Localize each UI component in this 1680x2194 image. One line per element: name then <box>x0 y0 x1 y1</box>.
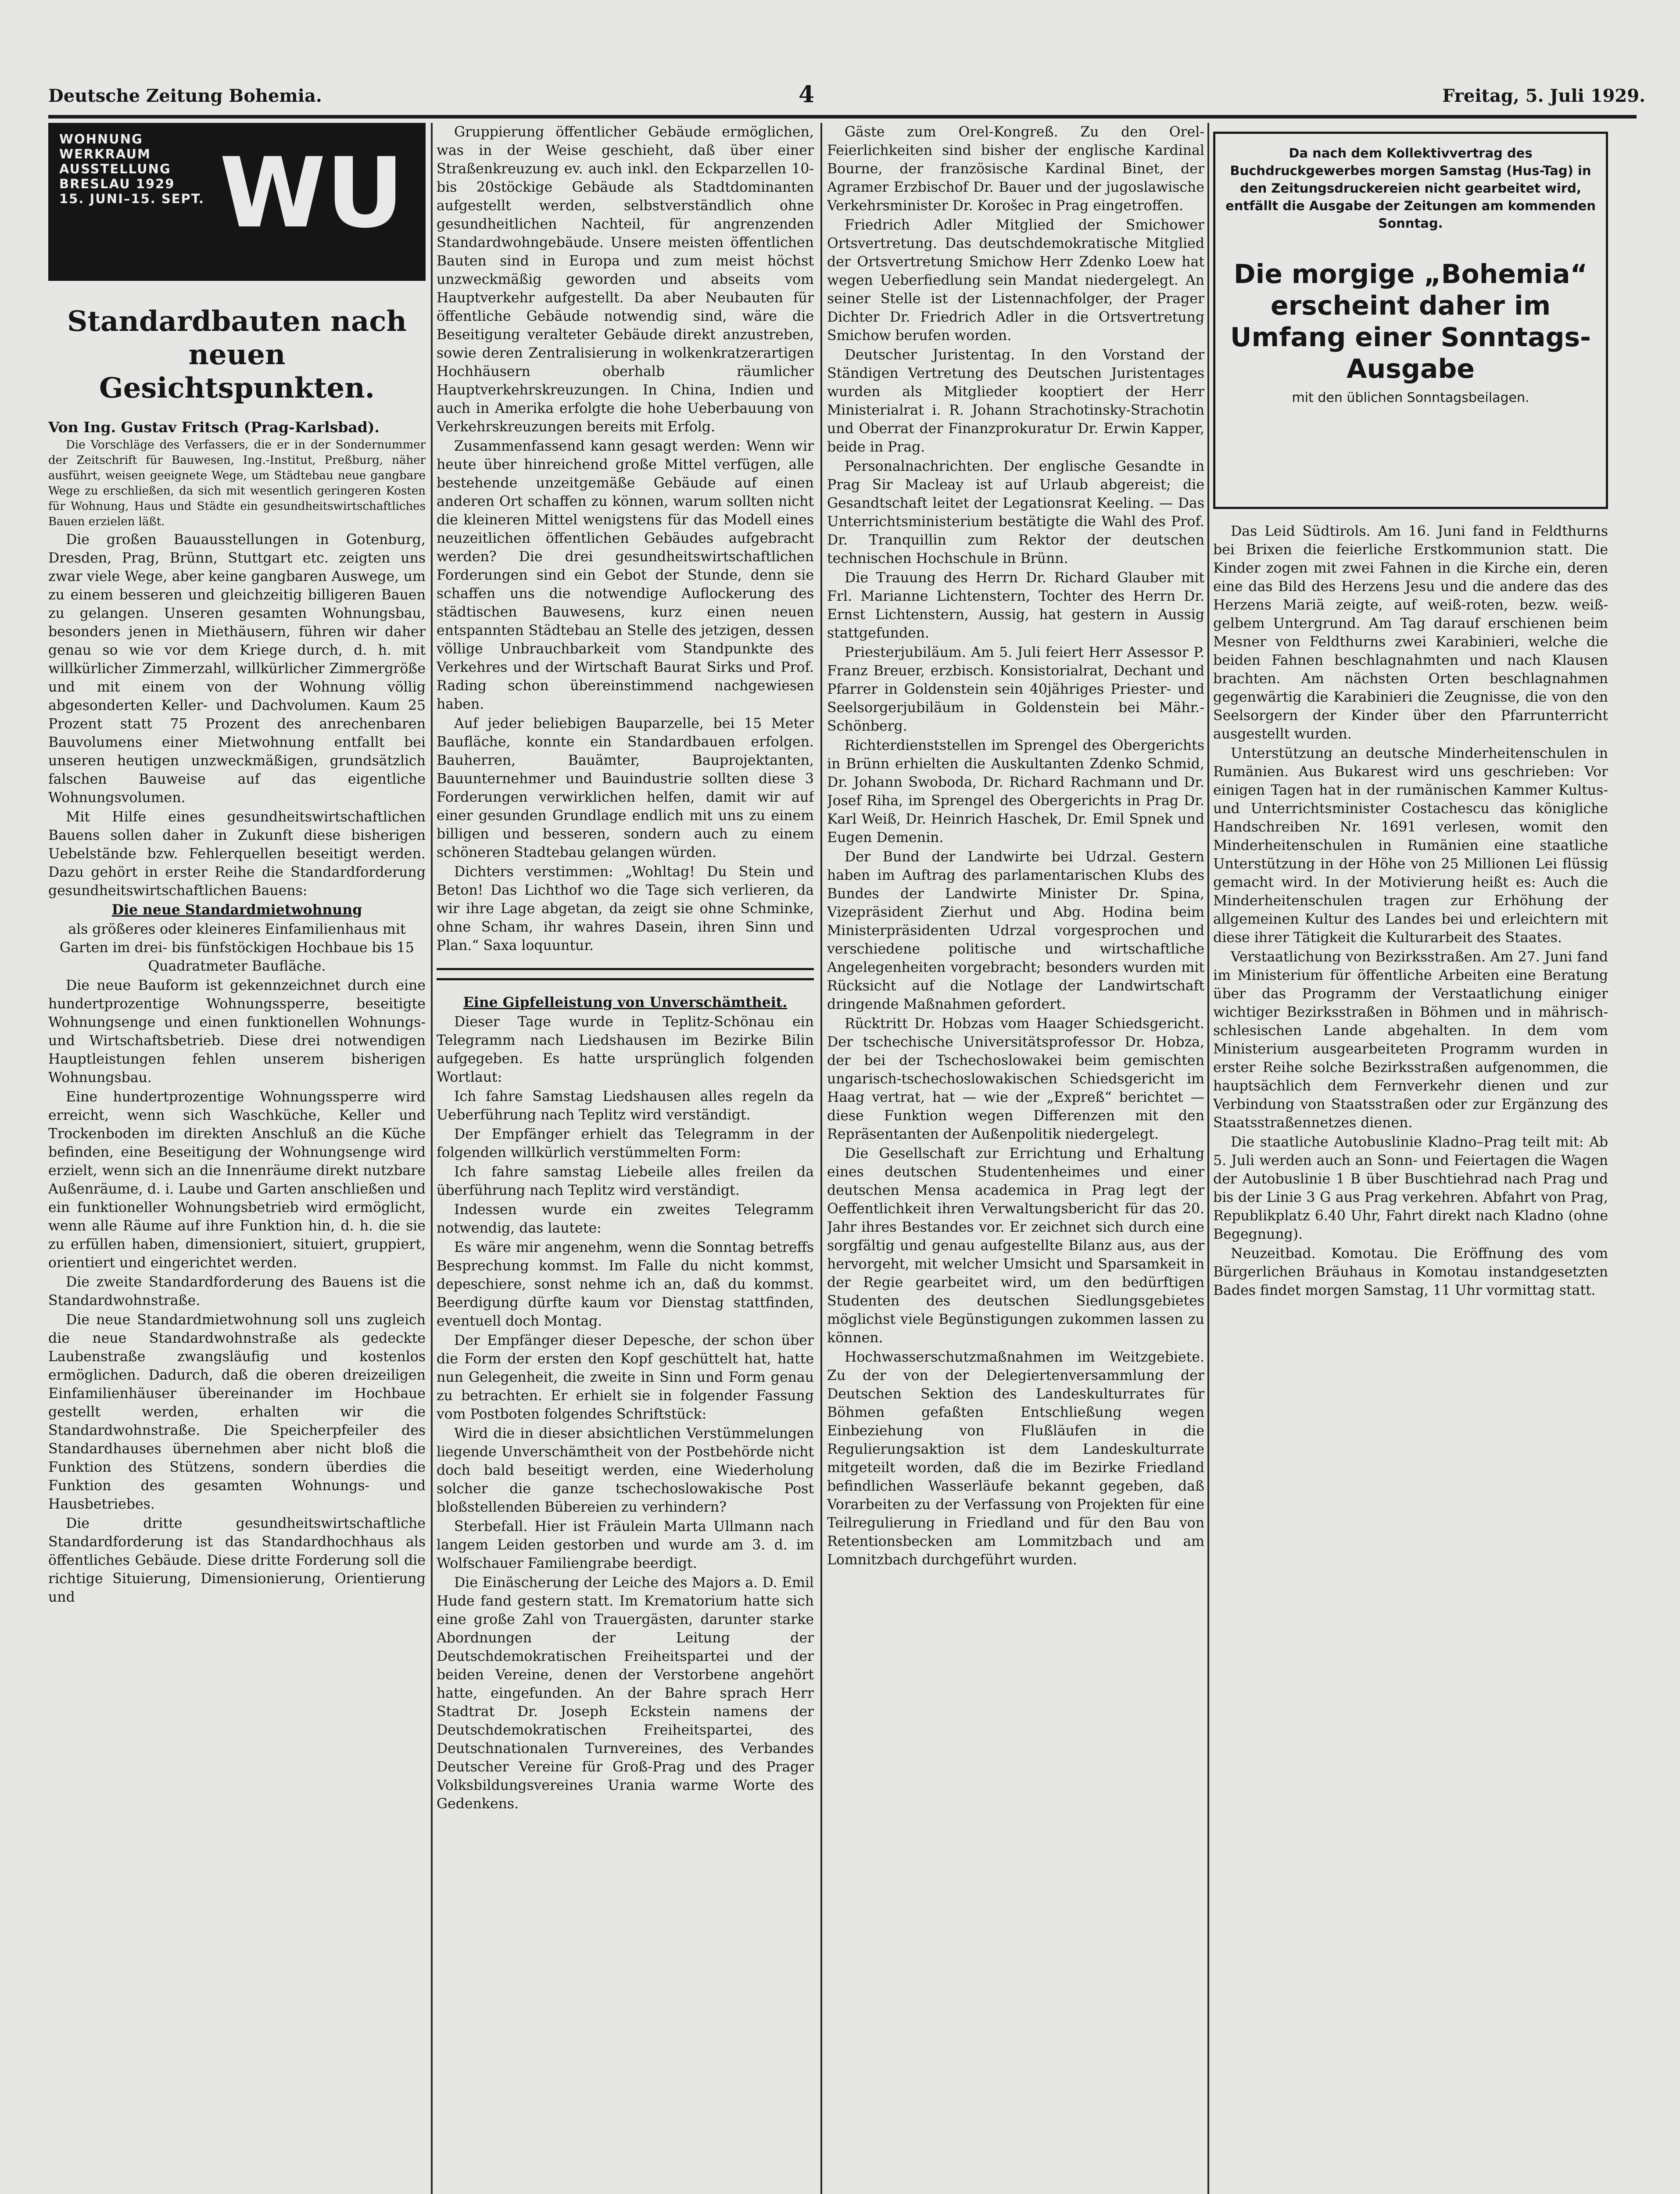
column-4 <box>1213 123 1608 2194</box>
notice-headline: Die morgige „Bohemia“ erscheint daher im Umfang einer Sonntags-Ausgabe <box>1230 259 1591 384</box>
news-item: Priesterjubiläum. Am 5. Juli feiert Herr Assessor P. Franz Breuer, erzbisch. Konsistorialrat, Dechant und Pfarrer in Goldenstein sein 40jähriges Priester- und Seelsorgerjubiläum in Goldenstein bei Mähr.-Schönberg. <box>827 645 1204 734</box>
notice-subline: mit den üblichen Sonntagsbeilagen. <box>1292 390 1530 405</box>
publication-notice-box <box>1213 132 1608 509</box>
news-item: Neuzeitbad. Komotau. Die Eröffnung des vom Bürgerlichen Bräuhaus in Komotau instandgesetzten Bades findet morgen Samstag, 11 Uhr vormittag statt. <box>1213 1246 1608 1298</box>
column-divider <box>1207 123 1209 2194</box>
column-2 <box>437 123 814 2194</box>
news-item: Hochwasserschutzmaßnahmen im Weitzgebiete. Zu der von der Delegiertenversammlung der Deutschen Sektion des Landeskulturrates für Böhmen gefaßten Entschließung wegen Einbeziehung von Flußläufen in die Regulierungsaktion ist dem Landeskulturrate mitgeteilt worden, daß die im Bezirke Friedland befindlichen Wasserläufe bekannt gegeben, daß Vorarbeiten zu der Verfassung von Projekten für eine Teilregulierung in Friedland und für den Bau von Retentionsbecken am Lommitzbach und am Lomnitzbach durchgeführt wurden. <box>827 1349 1204 1568</box>
news-item: Die staatliche Autobuslinie Kladno–Prag teilt mit: Ab 5. Juli werden auch an Sonn- und Feiertagen die Wagen der Autobuslinie 1 B über Buschtiehrad nach Prag und bis der Linie 3 G aus Prag verkehren. Abfahrt von Prag, Republikplatz 6.40 Uhr, Fahrt direkt nach Kladno (ohne Begegnung). <box>1213 1134 1608 1242</box>
paragraph: Eine hundertprozentige Wohnungssperre wird erreicht, wenn sich Waschküche, Keller und Trockenboden im direkten Anschluß an die Küche befinden, eine Beseitigung der Wohnungsenge wird erzielt, wenn sich an die Innenräume direkt nutzbare Außenräume, d. i. Laube und Garten anschließen und ein funktioneller Wohnungsbetrieb wird ermöglicht, wenn alle Räume auf ihre Funktion hin, d. h. die sie zu erfüllen haben, dimensioniert, situiert, gruppiert, orientiert und eingerichtet werden. <box>48 1089 426 1271</box>
news-item: Rücktritt Dr. Hobzas vom Haager Schiedsgericht. Der tschechische Universitätsprofessor Dr. Hobza, der bei der Tschechoslowakei beim gemischten ungarisch-tschechoslowakischen Schiedsgericht im Haag vertrat, hat — wie der „Expreß“ berichtet — diese Funktion wegen Differenzen mit den Repräsentanten der Außenpolitik niedergelegt. <box>827 1016 1204 1142</box>
newspaper-name: Deutsche Zeitung Bohemia. <box>48 86 322 106</box>
paragraph: Zusammenfassend kann gesagt werden: Wenn wir heute über hinreichend große Mittel verfügen, alle bestehende unzeitgemäße Gebäude auf einen anderen Ort schaffen zu können, warum sollten nicht die kleineren Mittel wenigstens für das Modell eines neuzeitlichen öffentlichen Gebäudes aufgebracht werden? Die drei gesundheitswirtschaftlichen Forderungen sind ein Gebot der Stunde, denn sie schaffen uns die notwendige Auflockerung des städtischen Bauwesens, kurz einen neuen entspannten Städtebau an Stelle des jetzigen, dessen völlige Unbrauchbarkeit vom Standpunkte des Verkehres und der Wirtschaft Baurat Sirks und Prof. Rading schon übereinstimmend nachgewiesen haben. <box>437 438 814 712</box>
article-headline: Standardbauten nach neuen Gesichtspunkten. <box>67 305 407 405</box>
news-item: Personalnachrichten. Der englische Gesandte in Prag Sir Macleay ist auf Urlaub abgereist; die Gesandtschaft leitet der Legationsrat Keeling. — Das Unterrichtsministerium bestätigte die Wahl des Prof. Dr. Tranquillin zum Rektor der deutschen technischen Hochschule in Brünn. <box>827 459 1204 566</box>
column-divider <box>431 123 433 2194</box>
paragraph: Die dritte gesundheitswirtschaftliche Standardforderung ist das Standardhochhaus als öffentliches Gebäude. Diese dritte Forderung soll die richtige Situierung, Dimensionierung, Orientierung und <box>48 1516 426 1605</box>
paragraph: Dichters verstimmen: „Wohltag! Du Stein und Beton! Das Lichthof wo die Tage sich verlieren, da wir ihre Lage abgetan, da zeigt sie ohne Schminke, ohne Scham, ihr wahres Dasein, ihren Sinn und Plan.“ Saxa loquuntur. <box>437 864 814 954</box>
news-item: Die Trauung des Herrn Dr. Richard Glauber mit Frl. Marianne Lichtenstern, Tochter des Herrn Dr. Ernst Lichtenstern, Aussig, hat gestern in Aussig stattgefunden. <box>827 570 1204 641</box>
paragraph: Der Empfänger erhielt das Telegramm in der folgenden willkürlich verstümmelten Form: <box>437 1126 814 1161</box>
news-item: Der Bund der Landwirte bei Udrzal. Gestern haben im Auftrag des parlamentarischen Klubs des Bundes der Landwirte Minister Dr. Spina, Vizepräsident Zierhut und Abg. Hodina beim Ministerpräsidenten Udrzal vorgesprochen und verschiedene politische und wirtschaftliche Angelegenheiten vorgebracht; besonders wurden mit Rücksicht auf die Notlage der Landwirtschaft dringende Maßnahmen gefordert. <box>827 849 1204 1012</box>
subheading: Eine Gipfelleistung von Unverschämtheit. <box>463 994 788 1011</box>
section-divider <box>437 968 814 980</box>
subheading: Die neue Standardmietwohnung <box>111 902 362 918</box>
column-1 <box>48 123 426 2194</box>
paragraph: Wird die in dieser absichtlichen Verstümmelungen liegende Unverschämtheit von der Postbehörde nicht doch bald beseitigt werden, eine Wiederholung solcher die ganze tschechoslowakische Post bloßstellenden Bübereien zu verhindern? <box>437 1426 814 1515</box>
ad-text: WOHNUNG WERKRAUM AUSSTELLUNG BRESLAU 1929 15. JUNI–15. SEPT. <box>59 132 205 206</box>
paragraph: Die großen Bauausstellungen in Gotenburg, Dresden, Prag, Brünn, Stuttgart etc. zeigten uns zwar viele Wege, aber keine gangbaren Auswege, um zu einem besseren und gleichzeitig billigeren Bauen zu gelangen. Unseren gesamten Wohnungsbau, besonders jenen in Miethäusern, führen wir daher genau so wie vor dem Kriege durch, d. h. mit willkürlicher Zimmerzahl, willkürlicher Zimmergröße und mit einem von der Wohnung völlig abgesonderten Keller- und Dachvolumen. Kaum 25 Prozent statt 75 Prozent des anrechenbaren Bauvolumens einer Mietwohnung entfallt bei unseren heutigen unzweckmäßigen, grundsätzlich falschen Bauweise auf das eigentliche Wohnungsvolumen. <box>48 532 426 806</box>
paragraph: Indessen wurde ein zweites Telegramm notwendig, das lautete: <box>437 1202 814 1236</box>
news-item: Das Leid Südtirols. Am 16. Juni fand in Feldthurns bei Brixen die feierliche Erstkommunion statt. Die Kinder zogen mit zwei Fahnen in die Kirche ein, deren eine das Bild des Herzens Jesu und die andere das des Herzens Mariä zeigte, auf weiß-roten, bezw. weiß-gelbem Untergrund. Am Tag darauf erschienen beim Mesner von Feldthurns zwei Karabinieri, welche die beiden Fahnen beschlagnahmten und nach Klausen brachten. Am nächsten Orten beschlagnahmen gegenwärtig die Karabinieri die Zeugnisse, die von den Seelsorgern der Kinder über den Pfarrunterricht ausgestellt wurden. <box>1213 523 1608 742</box>
ad-logo-mark: WU <box>219 137 405 249</box>
news-item: Die Einäscherung der Leiche des Majors a. D. Emil Hude fand gestern statt. Im Krematorium hatte sich eine große Zahl von Trauergästen, darunter starke Abordnungen der Leitung der Deutschdemokratischen Freiheitspartei und der beiden Vereine, denen der Verstorbene angehört hatte, eingefunden. An der Bahre sprach Herr Stadtrat Dr. Joseph Eckstein namens der Deutschdemokratischen Freiheitspartei, des Deutschnationalen Turnvereines, des Verbandes Deutscher Vereine für Groß-Prag und des Prager Volksbildungsvereines Urania warme Worte des Gedenkens. <box>437 1575 814 1812</box>
news-item: Gäste zum Orel-Kongreß. Zu den Orel-Feierlichkeiten sind bisher der englische Kardinal Bourne, der französische Kardinal Binet, der Agramer Erzbischof Dr. Bauer und der jugoslawische Verkehrsminister Dr. Korošec in Prag eingetroffen. <box>827 124 1204 214</box>
paragraph: Gruppierung öffentlicher Gebäude ermöglichen, was in der Weise geschieht, daß über einer Straßenkreuzung ev. auch inkl. den Eckparzellen 10- bis 20stöckige Gebäude als Stadtdominanten aufgestellt werden, selbstverständlich ohne gesundheitlichen Nachteil, für angrenzenden Standardwohngebäude. Unsere meisten öffentlichen Bauten sind in Europa und zum meist höchst unzweckmäßig geworden und abseits vom Hauptverkehr aufgestellt. Da aber Neubauten für öffentliche Gebäude notwendig sind, wäre die Beseitigung veralteter Gebäude direkt anzustreben, sowie deren Zentralisierung in wolkenkratzerartigen Hochhäusern oberhalb räumlicher Hauptverkehrskreuzungen. In China, Indien und auch in Amerika erfolgte die hohe Ueberbauung von Verkehrskreuzungen bereits mit Erfolg. <box>437 124 814 435</box>
page-header <box>48 81 1645 112</box>
quoted-telegram: Es wäre mir angenehm, wenn die Sonntag betreffs Besprechung kommst. Im Falle du nicht kommst, depeschiere, sonst nehme ich an, daß du kommst. Beerdigung dürfte kaum vor Dienstag stattfinden, eventuell doch Montag. <box>437 1240 814 1329</box>
notice-text: Da nach dem Kollektivvertrag des Buchdruckgewerbes morgen Samstag (Hus-Tag) in den Zeitungsdruckereien nicht gearbeitet wird, entfällt die Ausgabe der Zeitungen am kommenden Sonntag. <box>1225 146 1596 231</box>
paragraph: Der Empfänger dieser Depesche, der schon über die Form der ersten den Kopf geschüttelt hat, hatte nun Gelegenheit, die zweite in Sinn und Form genau zu betrachten. Er erhielt sie in folgender Fassung vom Postboten folgendes Schriftstück: <box>437 1333 814 1422</box>
quoted-telegram: Ich fahre samstag Liebeile alles freilen da überführung nach Teplitz wird verständigt. <box>437 1164 814 1198</box>
column-3 <box>827 123 1204 2194</box>
paragraph: Die neue Standardmietwohnung soll uns zugleich die neue Standardwohnstraße als gedeckte Laubenstraße zwangsläufig und kostenlos ermöglichen. Dadurch, daß die oberen dreizeiligen Einfamilienhäuser übereinander im Hochbaue gestellt werden, erhalten wir die Standardwohnstraße. Die Speicherpfeiler des Standardhauses übernehmen aber nicht bloß die Funktion des Stützens, sondern überdies die Funktion des gesamten Wohnungs- und Hausbetriebes. <box>48 1312 426 1512</box>
news-item: Richterdienststellen im Sprengel des Obergerichts in Brünn erhielten die Auskultanten Zdenko Schmid, Dr. Johann Swoboda, Dr. Richard Rachmann und Dr. Josef Riha, im Sprengel des Obergerichts in Prag Dr. Karl Weiß, Dr. Heinrich Haschek, Dr. Emil Spnek und Eugen Demenin. <box>827 738 1204 846</box>
subheading-text: als größeres oder kleineres Einfamilienhaus mit Garten im drei- bis fünfstöckigen Hochbaue bis 15 Quadratmeter Baufläche. <box>60 921 414 974</box>
exhibition-advertisement <box>48 123 426 281</box>
page-number: 4 <box>799 81 815 108</box>
news-item: Unterstützung an deutsche Minderheitenschulen in Rumänien. Aus Bukarest wird uns geschrieben: Vor einigen Tagen hat in der rumänischen Kammer Kultus- und Unterrichtsminister Costachescu das königliche Handschreiben Nr. 1691 verlesen, womit den Minderheitenschulen in Rumänien eine staatliche Unterstützung in der Höhe von 25 Millionen Lei flüssig gemacht wird. In der Motivierung heißt es: Auch die Minderheitenschulen tragen zur Erhöhung der allgemeinen Kultur des Landes bei und erleichtern mit diese ihrer Tätigkeit die Kulturarbeit des Staates. <box>1213 746 1608 946</box>
news-item: Die Gesellschaft zur Errichtung und Erhaltung eines deutschen Studentenheimes und einer deutschen Mensa academica in Prag legt der Oeffentlichkeit ihren Verwaltungsbericht für das 20. Jahr ihres Bestandes vor. Er zeichnet sich durch eine sorgfältig und genau aufgestellte Bilanz aus, aus der hervorgeht, mit welcher Umsicht und Sparsamkeit in der Regie gearbeitet wird, um den bedürftigen Studenten des deutschen Siedlungsgebietes möglichst viele Begünstigungen zukommen lassen zu können. <box>827 1146 1204 1346</box>
paragraph: Die zweite Standardforderung des Bauens ist die Standardwohnstraße. <box>48 1274 426 1309</box>
news-item: Deutscher Juristentag. In den Vorstand der Ständigen Vertretung des Deutschen Juristentages wurden als Mitglieder kooptiert der Herr Ministerialrat i. R. Johann Strachotinsky-Strachotin und Oberrat der Finanzprokuratur Dr. Erwin Kapper, beide in Prag. <box>827 347 1204 455</box>
news-item: Verstaatlichung von Bezirksstraßen. Am 27. Juni fand im Ministerium für öffentliche Arbeiten eine Beratung über das Programm der Verstaatlichung einiger wichtiger Bezirksstraßen in Böhmen und in mährisch-schlesischen Lande abgehalten. In dem vom Ministerium ausgearbeiteten Programm wurden in erster Reihe solche Bezirksstraßen aufgenommen, die hauptsächlich dem Fernverkehr dienen und zur Verbindung von Staatsstraßen oder zur Ergänzung des Staatsstraßennetzes dienen. <box>1213 949 1608 1131</box>
quoted-telegram: Ich fahre Samstag Liedshausen alles regeln da Ueberführung nach Teplitz wird verständigt. <box>437 1089 814 1123</box>
news-item: Sterbefall. Hier ist Fräulein Marta Ullmann nach langem Leiden gestorben und wurde am 3. d. im Wolfschauer Familiengrabe beerdigt. <box>437 1519 814 1571</box>
column-divider <box>820 123 822 2194</box>
article-intro: Die Vorschläge des Verfassers, die er in der Sondernummer der Zeitschrift für Bauwesen, Ing.-Institut, Preßburg, näher ausführt, weisen geeignete Wege, um Städtebau neue gangbare Wege zu erschließen, da sich mit wesentlich geringeren Kosten für Wohnung, Haus und Städte ein gesundheitswirtschaftliches Bauen erzielen läßt. <box>48 438 426 528</box>
paragraph: Dieser Tage wurde in Teplitz-Schönau ein Telegramm nach Liedshausen im Bezirke Bilin aufgegeben. Es hatte ursprünglich folgenden Wortlaut: <box>437 1014 814 1085</box>
issue-date: Freitag, 5. Juli 1929. <box>1442 86 1645 106</box>
news-item: Friedrich Adler Mitglied der Smichower Ortsvertretung. Das deutschdemokratische Mitglied der Ortsvertretung Smichow Herr Zdenko Loew hat wegen Ueberfiedlung sein Mandat niedergelegt. An seiner Stelle ist der Listennachfolger, der Prager Dichter Dr. Friedrich Adler in die Ortsvertretung Smichow berufen worden. <box>827 217 1204 344</box>
header-rule <box>48 115 1637 118</box>
paragraph: Mit Hilfe eines gesundheitswirtschaftlichen Bauens sollen daher in Zukunft diese bisherigen Uebelstände bzw. Fehlerquellen beseitigt werden. Dazu gehört in erster Reihe die Standardforderung gesundheitswirtschaftlichen Bauens: <box>48 809 426 899</box>
article-byline: Von Ing. Gustav Fritsch (Prag-Karlsbad). <box>48 419 380 436</box>
paragraph: Auf jeder beliebigen Bauparzelle, bei 15 Meter Baufläche, konnte ein Standardbauen erfolgen. Bauherren, Bauämter, Bauprojektanten, Bauunternehmer und Bauindustrie sollten diese 3 Forderungen verwirklichen helfen, damit wir auf einer gesunden Grundlage endlich mit uns zu einem billigen und besseren, sondern auch zu einem schöneren Stadtebau gelangen würden. <box>437 716 814 860</box>
paragraph: Die neue Bauform ist gekennzeichnet durch eine hundertprozentige Wohnungssperre, beseitigte Wohnungsenge und einen funktionellen Wohnungs- und Wirtschaftsbetrieb. Diese drei notwendigen Hauptleistungen fehlen unserem bisherigen Wohnungsbau. <box>48 978 426 1086</box>
